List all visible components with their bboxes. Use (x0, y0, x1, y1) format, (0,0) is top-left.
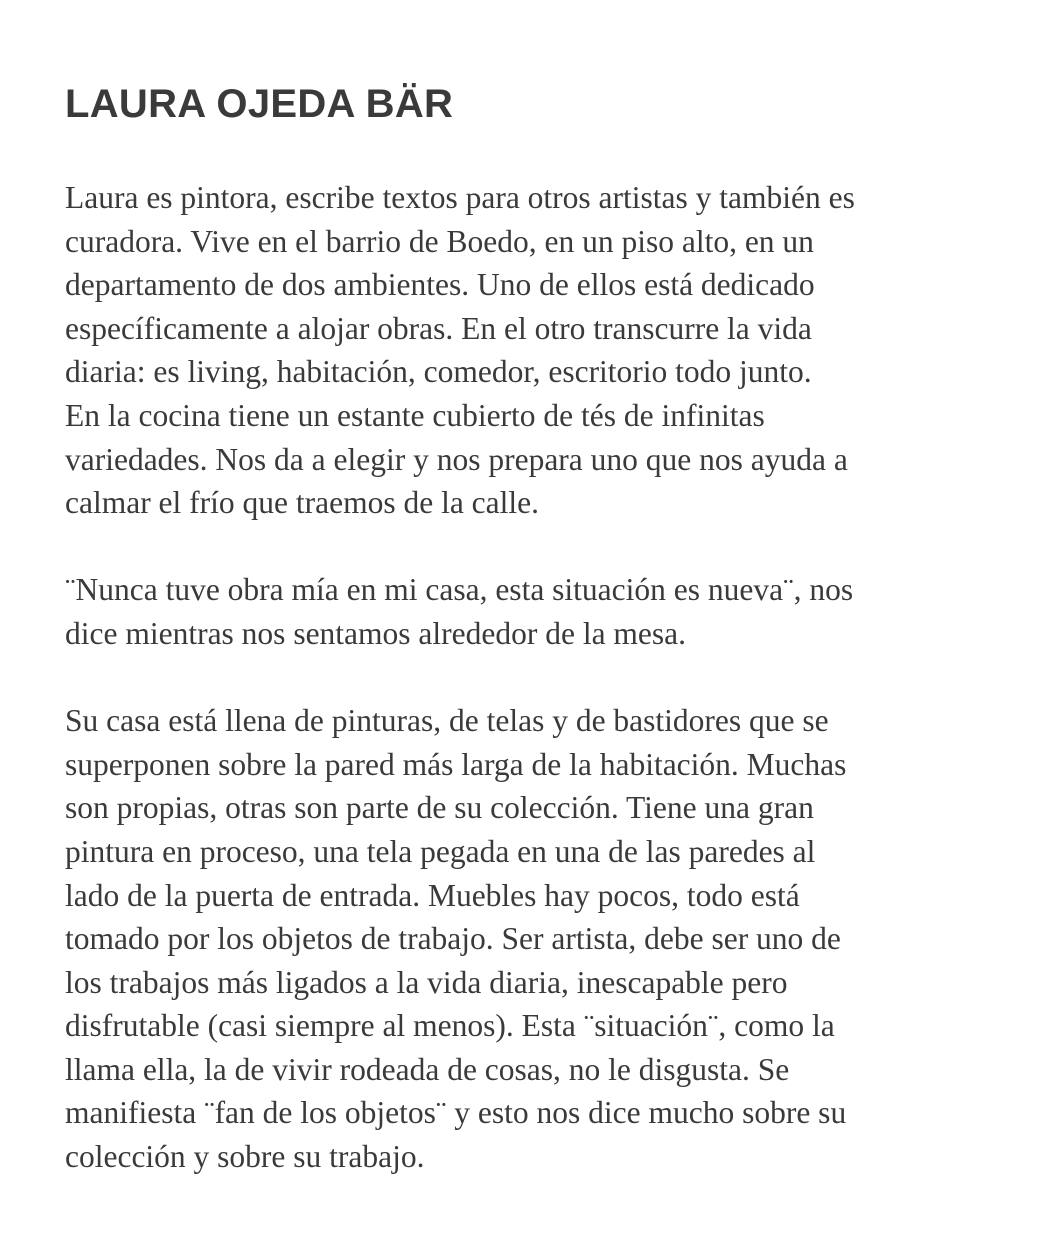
text-line: En la cocina tiene un estante cubierto de tés de infinitas (65, 397, 765, 433)
article (65, 78, 1005, 1179)
text-line: pintura en proceso, una tela pegada en una de las paredes al (65, 833, 816, 869)
text-line: manifiesta ¨fan de los objetos¨ y esto nos dice mucho sobre su (65, 1095, 847, 1131)
text-line: disfrutable (casi siempre al menos). Esta ¨situación¨, como la (65, 1008, 835, 1044)
paragraph-intro (65, 176, 1005, 525)
text-line: específicamente a alojar obras. En el otro transcurre la vida (65, 310, 812, 346)
text-line: Laura es pintora, escribe textos para otros artistas y también es (65, 180, 855, 215)
text-line: variedades. Nos da a elegir y nos prepara uno que nos ayuda a (65, 441, 848, 477)
text-line: tomado por los objetos de trabajo. Ser artista, debe ser uno de (65, 921, 841, 957)
paragraph-quote (65, 568, 1005, 655)
text-line: lado de la puerta de entrada. Muebles hay pocos, todo está (65, 877, 800, 913)
text-line: colección y sobre su trabajo. (65, 1139, 425, 1175)
article-body (65, 176, 1005, 1179)
paragraph-house (65, 699, 1005, 1179)
text-line: Su casa está llena de pinturas, de telas y de bastidores que se (65, 703, 829, 739)
text-line: llama ella, la de vivir rodeada de cosas, no le disgusta. Se (65, 1051, 790, 1087)
text-line: superponen sobre la pared más larga de la habitación. Muchas (65, 746, 847, 782)
text-line: calmar el frío que traemos de la calle. (65, 485, 540, 521)
text-line: son propias, otras son parte de su colección. Tiene una gran (65, 790, 814, 826)
text-line: diaria: es living, habitación, comedor, escritorio todo junto. (65, 354, 812, 390)
text-line: ¨Nunca tuve obra mía en mi casa, esta situación es nueva¨, nos (65, 572, 854, 608)
text-line: departamento de dos ambientes. Uno de ellos está dedicado (65, 267, 815, 303)
text-line: dice mientras nos sentamos alrededor de la mesa. (65, 615, 687, 651)
text-line: los trabajos más ligados a la vida diaria, inescapable pero (65, 964, 788, 1000)
article-title: LAURA OJEDA BÄR (65, 82, 454, 126)
text-line: curadora. Vive en el barrio de Boedo, en un piso alto, en un (65, 223, 814, 259)
